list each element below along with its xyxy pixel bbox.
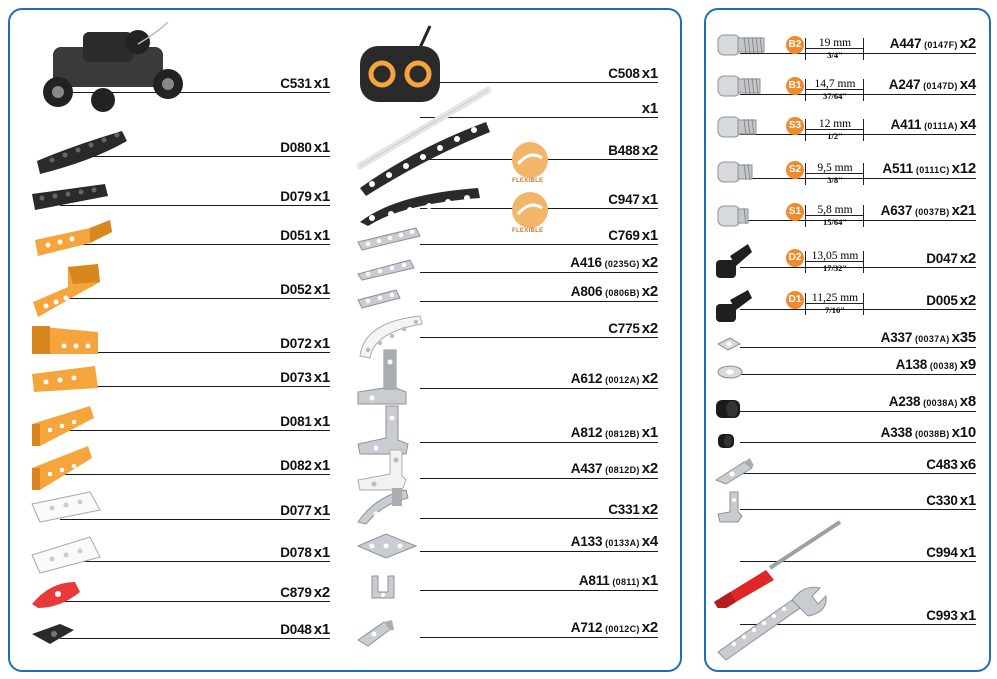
part-code-label bbox=[926, 609, 976, 623]
part-code-label bbox=[889, 395, 976, 410]
metal-strip-icon bbox=[356, 258, 416, 284]
screw-icon bbox=[716, 115, 768, 141]
part-code-label bbox=[280, 141, 330, 155]
part-code-label bbox=[926, 494, 976, 508]
part-code: D005 bbox=[926, 293, 958, 308]
leader-line bbox=[420, 337, 658, 338]
part-code: A806 bbox=[570, 284, 603, 299]
red-part-icon bbox=[30, 580, 82, 610]
part-code: A437 bbox=[570, 461, 603, 476]
leader-line bbox=[60, 430, 330, 431]
part-code: A612 bbox=[570, 371, 603, 386]
part-code: A411 bbox=[890, 117, 922, 132]
part-code: A133 bbox=[570, 534, 603, 549]
part-quantity: x2 bbox=[959, 35, 976, 52]
part-code-label bbox=[608, 503, 658, 517]
part-quantity: x2 bbox=[641, 370, 658, 387]
leader-line bbox=[740, 442, 976, 443]
dimension-bracket bbox=[863, 79, 864, 101]
part-quantity: x1 bbox=[313, 188, 330, 205]
flexible-icon bbox=[510, 190, 550, 232]
column-b-part-row bbox=[420, 616, 658, 638]
part-code: B488 bbox=[608, 143, 640, 158]
part-code: C483 bbox=[926, 457, 958, 472]
part-quantity: x1 bbox=[959, 607, 976, 624]
flexible-icon bbox=[510, 140, 550, 182]
leader-line bbox=[740, 347, 976, 348]
part-code-label bbox=[280, 229, 330, 243]
part-quantity: x2 bbox=[641, 142, 658, 159]
column-r-part-row bbox=[740, 326, 976, 348]
leader-line bbox=[60, 638, 330, 639]
dimension-bracket bbox=[805, 163, 806, 185]
part-code: C531 bbox=[280, 76, 312, 91]
part-reference: (0133A) bbox=[602, 538, 640, 548]
column-r-part-row bbox=[740, 488, 976, 510]
part-code: C508 bbox=[608, 66, 640, 81]
part-quantity: x1 bbox=[313, 413, 330, 430]
part-code-label bbox=[280, 415, 330, 429]
part-code: C331 bbox=[608, 502, 640, 517]
column-b-part-row bbox=[420, 316, 658, 338]
dimension-bracket bbox=[805, 38, 806, 60]
part-code-label bbox=[280, 546, 330, 560]
leader-line bbox=[60, 601, 330, 602]
part-code-label bbox=[571, 285, 658, 300]
part-quantity: x1 bbox=[313, 544, 330, 561]
part-reference: (0811) bbox=[609, 577, 640, 587]
part-code-label bbox=[608, 144, 658, 158]
leader-line bbox=[420, 442, 658, 443]
column-a-part-row bbox=[60, 453, 330, 475]
column-r-part-row bbox=[740, 353, 976, 375]
size-badge: S3 bbox=[786, 117, 804, 135]
part-quantity: x1 bbox=[641, 65, 658, 82]
part-code: A416 bbox=[570, 255, 602, 270]
part-code-label bbox=[926, 458, 976, 472]
part-code-label bbox=[280, 459, 330, 473]
curved-bracket-icon bbox=[356, 486, 412, 526]
leader-line bbox=[740, 509, 976, 510]
leader-line bbox=[420, 518, 658, 519]
part-quantity: x1 bbox=[313, 139, 330, 156]
part-quantity: x2 bbox=[641, 320, 658, 337]
square-nut-icon bbox=[716, 336, 742, 354]
part-reference: (0038A) bbox=[920, 398, 958, 408]
orange-bracket-icon bbox=[30, 324, 102, 358]
part-code: C775 bbox=[608, 321, 640, 336]
part-code: C947 bbox=[608, 192, 640, 207]
black-spacer-icon bbox=[714, 394, 744, 424]
part-reference: (0012A) bbox=[602, 375, 640, 385]
part-code-label bbox=[571, 621, 658, 636]
part-code-label bbox=[889, 78, 976, 93]
dimension-mm: 11,25 mm bbox=[811, 292, 859, 304]
dimension-mm: 9,5 mm bbox=[817, 162, 853, 174]
part-quantity: x4 bbox=[959, 116, 976, 133]
orange-bracket-icon bbox=[30, 364, 102, 394]
part-code: A712 bbox=[570, 620, 603, 635]
screw-icon bbox=[716, 160, 764, 186]
part-quantity: x2 bbox=[641, 254, 658, 271]
metal-strip-icon bbox=[356, 288, 402, 310]
column-b-part-row bbox=[420, 280, 658, 302]
column-b-part-row bbox=[420, 61, 658, 83]
dimension-bracket bbox=[805, 79, 806, 101]
part-code: D052 bbox=[280, 282, 312, 297]
part-code-label bbox=[881, 204, 976, 219]
size-dimension bbox=[806, 119, 864, 141]
part-code: D080 bbox=[280, 140, 312, 155]
part-code-label bbox=[891, 118, 976, 133]
part-code: A338 bbox=[880, 425, 913, 440]
part-code: D078 bbox=[280, 545, 312, 560]
part-code-label bbox=[280, 623, 330, 637]
black-spacer-icon bbox=[716, 430, 738, 452]
part-code-label bbox=[608, 229, 658, 243]
dimension-inch: 37/64" bbox=[806, 89, 864, 101]
part-code: A447 bbox=[889, 36, 922, 51]
black-plate-icon bbox=[30, 182, 110, 214]
dimension-mm: 13,05 mm bbox=[811, 250, 859, 262]
small-bracket-icon bbox=[356, 618, 396, 648]
dimension-mm: 19 mm bbox=[818, 37, 852, 49]
leader-line bbox=[420, 590, 658, 591]
part-code: A812 bbox=[570, 425, 603, 440]
size-dimension bbox=[806, 293, 864, 315]
flexible-label: FLEXIBLE bbox=[512, 228, 544, 234]
part-reference: (0037B) bbox=[912, 207, 950, 217]
part-quantity: x1 bbox=[641, 572, 658, 589]
part-code-label bbox=[608, 322, 658, 336]
part-code-label bbox=[926, 252, 976, 266]
part-quantity: x1 bbox=[313, 281, 330, 298]
part-code: C994 bbox=[926, 545, 958, 560]
dimension-bracket bbox=[805, 251, 806, 273]
part-reference: (0147F) bbox=[921, 40, 958, 50]
part-code: A337 bbox=[880, 330, 913, 345]
black-plate-icon bbox=[32, 126, 132, 176]
part-code-label bbox=[280, 77, 330, 91]
part-code-label bbox=[608, 193, 658, 207]
black-connector-icon bbox=[714, 242, 754, 282]
column-b-part-row bbox=[420, 251, 658, 273]
part-quantity: x1 bbox=[313, 457, 330, 474]
dimension-bracket bbox=[805, 119, 806, 141]
part-code-label bbox=[571, 372, 658, 387]
chassis-icon bbox=[28, 22, 188, 112]
flexible-label: FLEXIBLE bbox=[512, 178, 544, 184]
part-code: A511 bbox=[882, 161, 914, 176]
part-quantity: x1 bbox=[959, 544, 976, 561]
part-quantity: x9 bbox=[959, 356, 976, 373]
part-quantity: x1 bbox=[313, 335, 330, 352]
size-badge: B1 bbox=[786, 77, 804, 95]
part-code-label bbox=[280, 337, 330, 351]
part-quantity: x1 bbox=[313, 227, 330, 244]
column-b-part-row bbox=[420, 421, 658, 443]
column-b-part-row bbox=[420, 367, 658, 389]
part-quantity: x12 bbox=[951, 160, 976, 177]
column-r-part-row bbox=[740, 421, 976, 443]
size-badge: D2 bbox=[786, 249, 804, 267]
white-plate-icon bbox=[30, 535, 102, 575]
column-b-part-row bbox=[420, 530, 658, 552]
column-a-part-row bbox=[60, 617, 330, 639]
part-code-label bbox=[579, 574, 658, 589]
part-code-label bbox=[881, 331, 976, 346]
screw-icon bbox=[716, 204, 760, 230]
dimension-mm: 12 mm bbox=[818, 118, 852, 130]
dimension-inch: 3/8" bbox=[806, 173, 864, 185]
part-code: D082 bbox=[280, 458, 312, 473]
leader-line bbox=[740, 473, 976, 474]
dimension-bracket bbox=[863, 205, 864, 227]
part-code: A637 bbox=[880, 203, 913, 218]
black-strip-icon bbox=[356, 186, 486, 228]
part-code-label bbox=[571, 426, 658, 441]
part-code-label bbox=[896, 358, 976, 373]
part-reference: (0038) bbox=[927, 361, 958, 371]
part-code-label bbox=[280, 283, 330, 297]
part-code-label bbox=[280, 504, 330, 518]
leader-line bbox=[740, 411, 976, 412]
part-code: D047 bbox=[926, 251, 958, 266]
metal-strip-icon bbox=[356, 226, 422, 252]
column-b-part-row bbox=[420, 569, 658, 591]
dimension-inch: 1/2" bbox=[806, 129, 864, 141]
part-quantity: x1 bbox=[641, 100, 658, 117]
part-reference: (0812B) bbox=[602, 429, 640, 439]
white-plate-icon bbox=[30, 490, 102, 524]
part-reference: (0037A) bbox=[912, 334, 950, 344]
size-dimension bbox=[806, 79, 864, 101]
part-code: D051 bbox=[280, 228, 312, 243]
size-badge: D1 bbox=[786, 291, 804, 309]
part-reference: (0111A) bbox=[921, 121, 958, 131]
part-code: D048 bbox=[280, 622, 312, 637]
part-code: A811 bbox=[578, 573, 610, 588]
double-bracket-icon bbox=[368, 572, 398, 602]
dimension-mm: 5,8 mm bbox=[817, 204, 853, 216]
part-quantity: x2 bbox=[641, 619, 658, 636]
part-code-label bbox=[890, 37, 976, 52]
part-code-label bbox=[608, 67, 658, 81]
part-code: A247 bbox=[888, 77, 921, 92]
part-code-label bbox=[571, 535, 658, 550]
dimension-mm: 14,7 mm bbox=[814, 78, 856, 90]
part-reference: (0111C) bbox=[913, 165, 950, 175]
part-code-label bbox=[640, 102, 658, 116]
dimension-bracket bbox=[863, 38, 864, 60]
part-quantity: x2 bbox=[641, 460, 658, 477]
part-quantity: x1 bbox=[313, 369, 330, 386]
small-bracket-icon bbox=[714, 456, 756, 486]
screw-icon bbox=[716, 33, 776, 59]
black-connector-icon bbox=[714, 286, 754, 326]
size-badge: S1 bbox=[786, 203, 804, 221]
part-code: C879 bbox=[280, 585, 312, 600]
part-quantity: x6 bbox=[959, 456, 976, 473]
column-a-part-row bbox=[60, 409, 330, 431]
part-quantity: x4 bbox=[641, 533, 658, 550]
dimension-bracket bbox=[863, 119, 864, 141]
part-code-label bbox=[926, 546, 976, 560]
leader-line bbox=[60, 474, 330, 475]
part-code-label bbox=[926, 294, 976, 308]
size-dimension bbox=[806, 205, 864, 227]
dimension-inch: 7/16" bbox=[806, 303, 864, 315]
part-code: A238 bbox=[888, 394, 921, 409]
dimension-bracket bbox=[863, 293, 864, 315]
part-code: D077 bbox=[280, 503, 312, 518]
part-quantity: x10 bbox=[951, 424, 976, 441]
dimension-bracket bbox=[863, 163, 864, 185]
part-code-label bbox=[571, 462, 658, 477]
part-quantity: x2 bbox=[641, 283, 658, 300]
size-badge: B2 bbox=[786, 36, 804, 54]
part-code-label bbox=[570, 256, 658, 271]
part-quantity: x1 bbox=[313, 502, 330, 519]
wrench-icon bbox=[712, 582, 832, 662]
dimension-bracket bbox=[805, 293, 806, 315]
screw-icon bbox=[716, 74, 772, 100]
column-a-part-row bbox=[60, 580, 330, 602]
part-quantity: x1 bbox=[641, 227, 658, 244]
part-reference: (0806B) bbox=[602, 288, 640, 298]
size-dimension bbox=[806, 38, 864, 60]
part-quantity: x2 bbox=[313, 584, 330, 601]
leader-line bbox=[420, 244, 658, 245]
part-code: D072 bbox=[280, 336, 312, 351]
leader-line bbox=[420, 301, 658, 302]
part-quantity: x21 bbox=[951, 202, 976, 219]
part-code: C330 bbox=[926, 493, 958, 508]
orange-bracket-icon bbox=[30, 444, 96, 496]
part-code: C993 bbox=[926, 608, 958, 623]
leader-line bbox=[420, 388, 658, 389]
dimension-inch: 17/32" bbox=[806, 261, 864, 273]
part-code-label bbox=[882, 162, 976, 177]
triangle-plate-icon bbox=[356, 532, 418, 562]
part-quantity: x35 bbox=[951, 329, 976, 346]
leader-line bbox=[740, 374, 976, 375]
part-reference: (0812D) bbox=[602, 465, 640, 475]
part-code-label bbox=[280, 586, 330, 600]
part-quantity: x2 bbox=[959, 250, 976, 267]
part-code: C769 bbox=[608, 228, 640, 243]
part-quantity: x1 bbox=[313, 75, 330, 92]
dimension-inch: 3/4" bbox=[806, 48, 864, 60]
part-quantity: x1 bbox=[313, 621, 330, 638]
leader-line bbox=[420, 478, 658, 479]
size-badge: S2 bbox=[786, 161, 804, 179]
part-code-label bbox=[280, 190, 330, 204]
column-b-part-row bbox=[420, 497, 658, 519]
part-quantity: x4 bbox=[959, 76, 976, 93]
part-code: A138 bbox=[895, 357, 928, 372]
leader-line bbox=[420, 551, 658, 552]
leader-line bbox=[420, 82, 658, 83]
part-code-label bbox=[280, 371, 330, 385]
part-quantity: x1 bbox=[641, 191, 658, 208]
size-dimension bbox=[806, 163, 864, 185]
column-r-part-row bbox=[740, 452, 976, 474]
part-quantity: x1 bbox=[641, 424, 658, 441]
part-code: D079 bbox=[280, 189, 312, 204]
part-code: D081 bbox=[280, 414, 312, 429]
part-quantity: x2 bbox=[959, 292, 976, 309]
angle-bracket-icon bbox=[356, 348, 410, 408]
column-r-part-row bbox=[740, 390, 976, 412]
orange-bracket-icon bbox=[28, 262, 108, 322]
dimension-bracket bbox=[863, 251, 864, 273]
column-b-part-row bbox=[420, 457, 658, 479]
part-code: D073 bbox=[280, 370, 312, 385]
part-quantity: x1 bbox=[959, 492, 976, 509]
dimension-inch: 15/64" bbox=[806, 215, 864, 227]
washer-icon bbox=[716, 364, 744, 380]
orange-bracket-icon bbox=[30, 218, 120, 260]
leader-line bbox=[420, 272, 658, 273]
part-quantity: x8 bbox=[959, 393, 976, 410]
part-reference: (0147D) bbox=[920, 81, 958, 91]
part-reference: (0038B) bbox=[912, 429, 950, 439]
size-dimension bbox=[806, 251, 864, 273]
leader-line bbox=[420, 637, 658, 638]
part-reference: (0235G) bbox=[601, 259, 640, 269]
black-connector-icon bbox=[30, 622, 78, 646]
part-code-label bbox=[881, 426, 976, 441]
dimension-bracket bbox=[805, 205, 806, 227]
part-reference: (0012C) bbox=[602, 624, 640, 634]
part-quantity: x2 bbox=[641, 501, 658, 518]
